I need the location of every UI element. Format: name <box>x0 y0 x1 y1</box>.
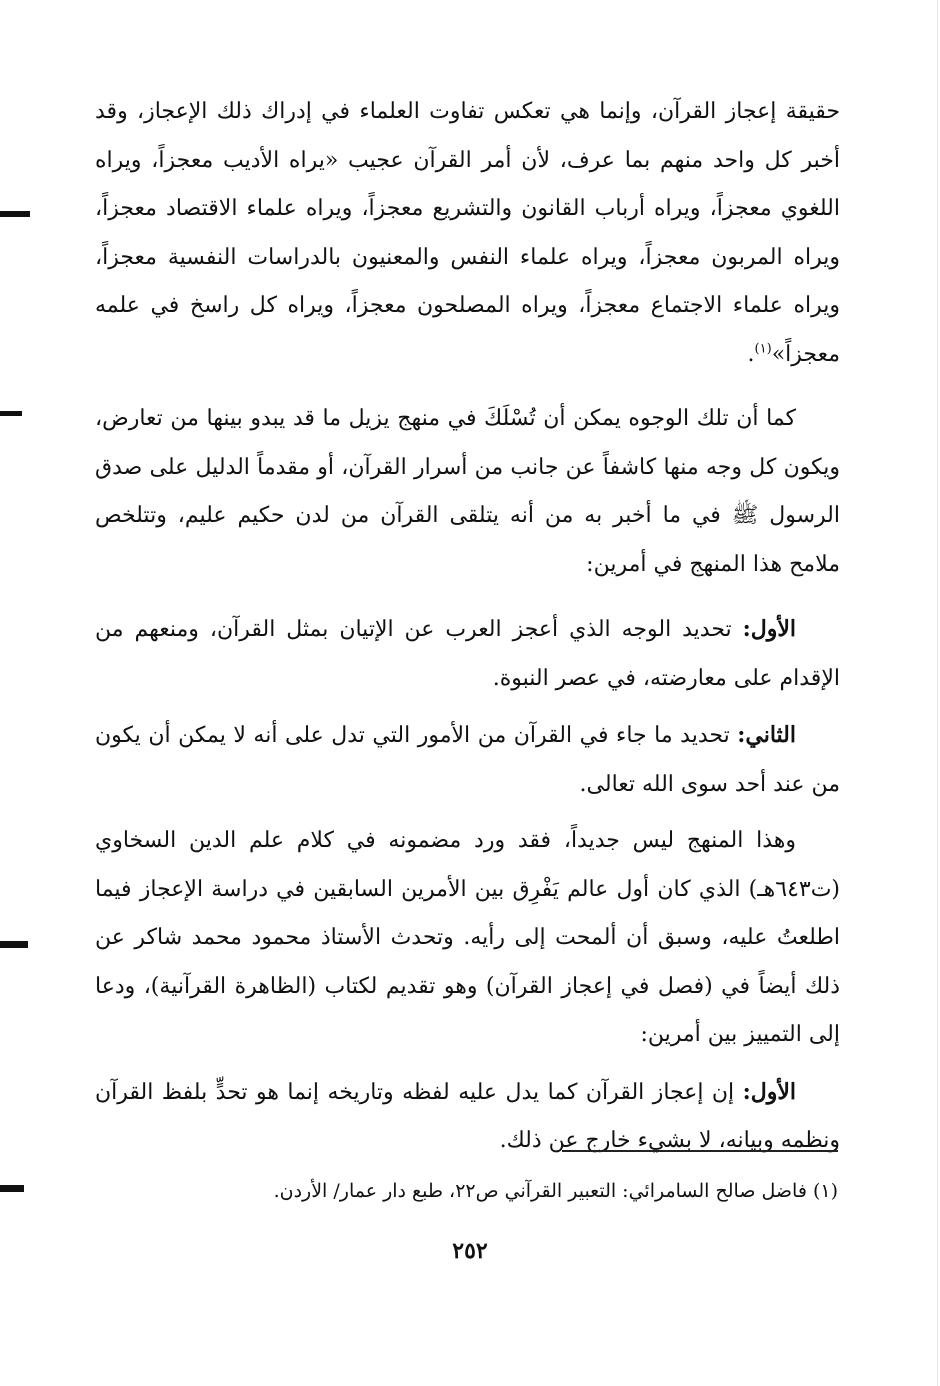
paragraph-text: تحديد ما جاء في القرآن من الأمور التي تدل على أنه لا يمكن أن يكون من عند أحد سوى الله تعالى. <box>95 723 840 797</box>
paragraph-text: وهذا المنهج ليس جديداً، فقد ورد مضمونه في كلام علم الدين السخاوي (ت٦٤٣هـ) الذي كان أول عالم يَفْرِق بين الأمرين السابقين في دراسة الإعجاز فيما اطلعتُ عليه، وسبق أن ألمحت إلى رأيه. وتحدث الأستاذ محمود محمد شاكر عن ذلك أيضاً في (فصل في إعجاز القرآن) وهو تقديم لكتاب (الظاهرة القرآنية)، ودعا إلى التمييز بين أمرين: <box>95 828 840 1047</box>
paragraph-tail: . <box>747 341 755 367</box>
paragraph <box>95 88 840 379</box>
paragraph <box>95 605 840 703</box>
margin-mark <box>0 211 30 217</box>
paragraph-text: إن إعجاز القرآن كما يدل عليه لفظه وتاريخه إنما هو تحدٍّ بلفظ القرآن ونظمه وبيانه، لا بشيء خارج عن ذلك. <box>95 1079 840 1153</box>
paragraph-lead: الثاني: <box>737 722 796 748</box>
margin-mark <box>0 1185 24 1192</box>
paragraph <box>95 711 840 809</box>
paragraph <box>95 395 840 589</box>
paragraph-text: تحديد الوجه الذي أعجز العرب عن الإتيان بمثل القرآن، ومنعهم من الإقدام على معارضته، في عصر النبوة. <box>95 617 840 691</box>
footnote-separator <box>562 1150 838 1152</box>
footnote: (١) فاضل صالح السامرائي: التعبير القرآني ص٢٢، طبع دار عمار/ الأردن. <box>273 1180 838 1202</box>
page-edge-line <box>937 0 938 1386</box>
footnote-reference: (١) <box>754 341 772 357</box>
paragraph-text: حقيقة إعجاز القرآن، وإنما هي تعكس تفاوت العلماء في إدراك ذلك الإعجاز، وقد أخبر كل واحد منهم بما عرف، لأن أمر القرآن عجيب «يراه الأديب معجزاً، ويراه اللغوي معجزاً، ويراه أرباب القانون والتشريع معجزاً، ويراه علماء الاقتصاد معجزاً، ويراه المربون معجزاً، ويراه علماء النفس والمعنيون بالدراسات النفسية معجزاً، ويراه علماء الاجتماع معجزاً، ويراه المصلحون معجزاً، ويراه كل راسخ في علمه معجزاً» <box>95 99 841 367</box>
margin-mark <box>0 411 22 416</box>
paragraph-lead: الأول: <box>742 616 796 642</box>
body-text <box>95 88 840 1166</box>
paragraph-lead: الأول: <box>742 1078 796 1105</box>
paragraph <box>95 817 840 1060</box>
margin-mark <box>0 941 28 948</box>
page-number: ٢٥٢ <box>452 1238 488 1264</box>
paragraph-text: كما أن تلك الوجوه يمكن أن تُسْلَكَ في منهج يزيل ما قد يبدو بينها من تعارض، ويكون كل وجه منها كاشفاً عن جانب من أسرار القرآن، أو مقدماً الدليل على صدق الرسول ﷺ في ما أخبر به من أنه يتلقى القرآن من لدن حكيم عليم، وتتلخص ملامح هذا المنهج في أمرين: <box>95 406 840 577</box>
